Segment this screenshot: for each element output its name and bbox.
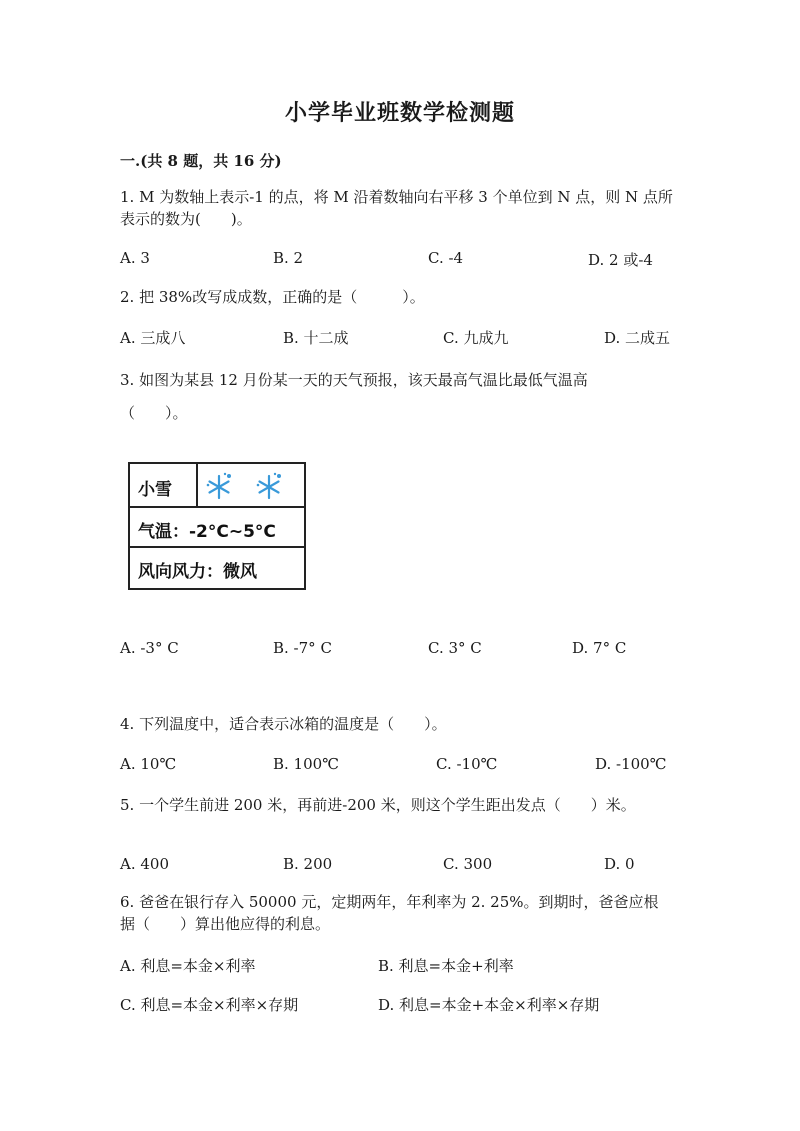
question-6-option-d[interactable]: D. 利息=本金+本金×利率×存期	[378, 996, 600, 1014]
snowflake-icon	[204, 471, 234, 501]
question-2-option-c[interactable]: C. 九成九	[443, 329, 509, 347]
weather-row-condition	[130, 464, 304, 508]
question-4-option-a[interactable]: A. 10℃	[120, 755, 177, 773]
weather-row-wind	[130, 548, 304, 587]
question-3-option-c[interactable]: C. 3° C	[428, 639, 482, 657]
question-4-option-d[interactable]: D. -100℃	[595, 755, 667, 773]
question-4-line-1: 4. 下列温度中，适合表示冰箱的温度是（ ）。	[120, 715, 447, 733]
question-5-option-a[interactable]: A. 400	[120, 855, 169, 873]
question-1-option-c[interactable]: C. -4	[428, 249, 464, 267]
question-2-option-d[interactable]: D. 二成五	[604, 329, 671, 347]
question-1-line-1: 1. M 为数轴上表示-1 的点，将 M 沿着数轴向右平移 3 个单位到 N 点，则 N 点所	[120, 188, 673, 206]
weather-wind-text: 风向风力：微风	[138, 562, 257, 582]
question-5-line-1: 5. 一个学生前进 200 米，再前进-200 米，则这个学生距出发点（ ）米。	[120, 796, 636, 814]
question-1-option-d[interactable]: D. 2 或-4	[588, 251, 653, 269]
question-2-line-1: 2. 把 38%改写成成数，正确的是（ ）。	[120, 288, 425, 306]
question-6-line-2: 据（ ）算出他应得的利息。	[120, 915, 331, 933]
question-4-option-c[interactable]: C. -10℃	[436, 755, 498, 773]
weather-forecast-image	[128, 462, 306, 590]
question-1-option-a[interactable]: A. 3	[120, 249, 150, 267]
question-3-option-b[interactable]: B. -7° C	[273, 639, 332, 657]
question-6-line-1: 6. 爸爸在银行存入 50000 元，定期两年，年利率为 2. 25%。到期时，爸爸应根	[120, 893, 659, 911]
question-3-option-a[interactable]: A. -3° C	[120, 639, 179, 657]
question-5-option-d[interactable]: D. 0	[604, 855, 635, 873]
question-3-option-d[interactable]: D. 7° C	[572, 639, 627, 657]
question-3-line-1: 3. 如图为某县 12 月份某一天的天气预报，该天最高气温比最低气温高	[120, 371, 588, 389]
section-heading: 一.(共 8 题，共 16 分)	[120, 152, 282, 170]
question-4-option-b[interactable]: B. 100℃	[273, 755, 339, 773]
question-6-option-c[interactable]: C. 利息=本金×利率×存期	[120, 996, 299, 1014]
page-title: 小学毕业班数学检测题	[284, 100, 515, 126]
question-5-option-b[interactable]: B. 200	[283, 855, 333, 873]
snowflake-icon	[254, 471, 284, 501]
question-6-option-a[interactable]: A. 利息=本金×利率	[120, 957, 256, 975]
question-6-option-b[interactable]: B. 利息=本金+利率	[378, 957, 514, 975]
question-2-option-a[interactable]: A. 三成八	[120, 329, 186, 347]
question-5-option-c[interactable]: C. 300	[443, 855, 493, 873]
weather-divider	[196, 464, 198, 508]
weather-row-temperature	[130, 508, 304, 548]
weather-temperature-text: 气温：-2°C~5°C	[138, 522, 276, 542]
question-1-option-b[interactable]: B. 2	[273, 249, 304, 267]
question-2-option-b[interactable]: B. 十二成	[283, 329, 349, 347]
question-3-line-2: （ ）。	[120, 404, 188, 422]
question-1-line-2: 表示的数为( )。	[120, 210, 252, 228]
weather-condition-label: 小雪	[138, 480, 172, 500]
